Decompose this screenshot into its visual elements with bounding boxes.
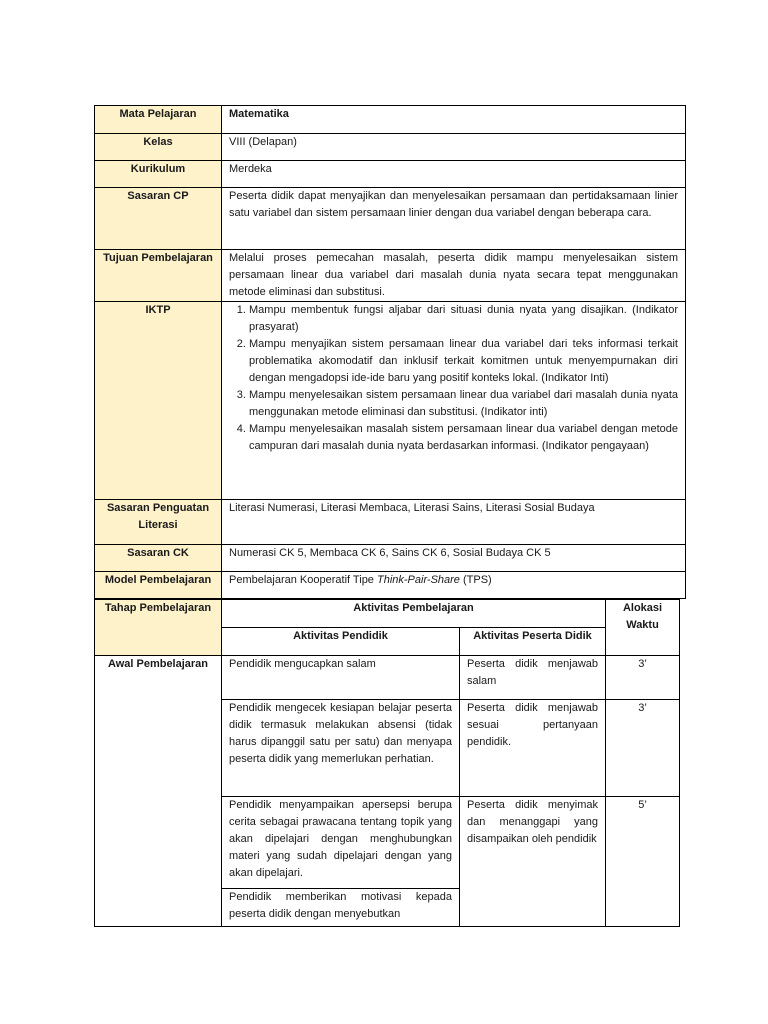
header-pendidik: Aktivitas Pendidik: [222, 628, 460, 656]
lesson-plan-document: [94, 105, 685, 927]
header-peserta: Aktivitas Peserta Didik: [460, 628, 606, 656]
peserta-cell: Peserta didik menjawab sesuai pertanyaan pendidik.: [460, 700, 606, 797]
activity-table: [94, 599, 680, 927]
label-ck: Sasaran CK: [95, 545, 222, 572]
iktp-item: 3. Mampu menyelesaikan sistem persamaan linear dua variabel dari masalah dunia nyata menggunakan metode eliminasi dan substitusi. (Indikator inti): [249, 387, 678, 421]
iktp-list: [229, 302, 678, 455]
value-sasaran-cp: Peserta didik dapat menyajikan dan menyelesaikan persamaan dan pertidaksamaan linier satu variabel dan sistem persamaan linier dengan dua variabel dengan beberapa cara.: [222, 188, 686, 250]
label-literasi: Sasaran Penguatan Literasi: [95, 500, 222, 545]
info-row-literasi: [95, 500, 686, 545]
label-mata-pelajaran: Mata Pelajaran: [95, 106, 222, 134]
waktu-cell: 3’: [606, 700, 680, 797]
model-text-pre: Pembelajaran Kooperatif Tipe: [229, 574, 377, 586]
info-row-kelas: [95, 134, 686, 161]
value-iktp: [222, 302, 686, 500]
label-tujuan: Tujuan Pembelajaran: [95, 250, 222, 302]
value-literasi: Literasi Numerasi, Literasi Membaca, Literasi Sains, Literasi Sosial Budaya: [222, 500, 686, 545]
pendidik-text-clipped: Pendidik memberikan motivasi kepada peserta didik dengan menyebutkan: [229, 891, 452, 920]
header-alokasi: Alokasi Waktu: [606, 600, 680, 656]
value-kurikulum: Merdeka: [222, 161, 686, 188]
label-kelas: Kelas: [95, 134, 222, 161]
pendidik-cell: Pendidik menyampaikan apersepsi berupa cerita sebagai prawacana tentang topik yang akan dipelajari dengan menghubungkan materi yang sudah dipelajari dengan yang akan dipelajari.: [222, 797, 460, 889]
header-tahap: Tahap Pembelajaran: [95, 600, 222, 656]
info-row-sasaran-cp: [95, 188, 686, 250]
iktp-item: 4. Mampu menyelesaikan masalah sistem persamaan linear dua variabel dengan metode campuran dari masalah dunia nyata berdasarkan informasi. (Indikator pengayaan): [249, 421, 678, 455]
waktu-cell: 5’: [606, 797, 680, 927]
peserta-cell: Peserta didik menjawab salam: [460, 656, 606, 700]
info-row-tujuan: [95, 250, 686, 302]
stage-awal: Awal Pembelajaran: [95, 656, 222, 927]
label-kurikulum: Kurikulum: [95, 161, 222, 188]
info-row-iktp: [95, 302, 686, 500]
model-text-italic: Think-Pair-Share: [376, 574, 460, 586]
value-kelas: VIII (Delapan): [222, 134, 686, 161]
peserta-cell: Peserta didik menyimak dan menanggapi yang disampaikan oleh pendidik: [460, 797, 606, 927]
info-row-kurikulum: [95, 161, 686, 188]
label-sasaran-cp: Sasaran CP: [95, 188, 222, 250]
activity-row: [95, 656, 680, 700]
info-table: [94, 105, 686, 599]
value-ck: Numerasi CK 5, Membaca CK 6, Sains CK 6, Sosial Budaya CK 5: [222, 545, 686, 572]
info-row-ck: [95, 545, 686, 572]
activity-header-row: [95, 600, 680, 628]
value-tujuan: Melalui proses pemecahan masalah, peserta didik mampu menyelesaikan sistem persamaan linear dua variabel dari masalah dunia nyata secara tepat menggunakan metode eliminasi dan substitusi.: [222, 250, 686, 302]
info-row-mata-pelajaran: [95, 106, 686, 134]
iktp-item: 1. Mampu membentuk fungsi aljabar dari situasi dunia nyata yang disajikan. (Indikator prasyarat): [249, 302, 678, 336]
pendidik-cell: [222, 889, 460, 927]
value-mata-pelajaran: Matematika: [222, 106, 686, 134]
header-aktivitas: Aktivitas Pembelajaran: [222, 600, 606, 628]
iktp-item: 2. Mampu menyajikan sistem persamaan linear dua variabel dari teks informasi terkait problematika akomodatif dan inklusif terkait komitmen untuk menyempurnakan diri dengan mengadopsi ide-ide baru yang positif konteks lokal. (Indikator Inti): [249, 336, 678, 387]
value-model: [222, 572, 686, 599]
pendidik-cell: Pendidik mengecek kesiapan belajar peserta didik termasuk melakukan absensi (tidak harus dipanggil satu per satu) dan menyapa peserta didik yang memerlukan perhatian.: [222, 700, 460, 797]
waktu-cell: 3’: [606, 656, 680, 700]
model-text-post: (TPS): [459, 574, 492, 586]
info-row-model: [95, 572, 686, 599]
label-iktp: IKTP: [95, 302, 222, 500]
label-model: Model Pembelajaran: [95, 572, 222, 599]
pendidik-cell: Pendidik mengucapkan salam: [222, 656, 460, 700]
